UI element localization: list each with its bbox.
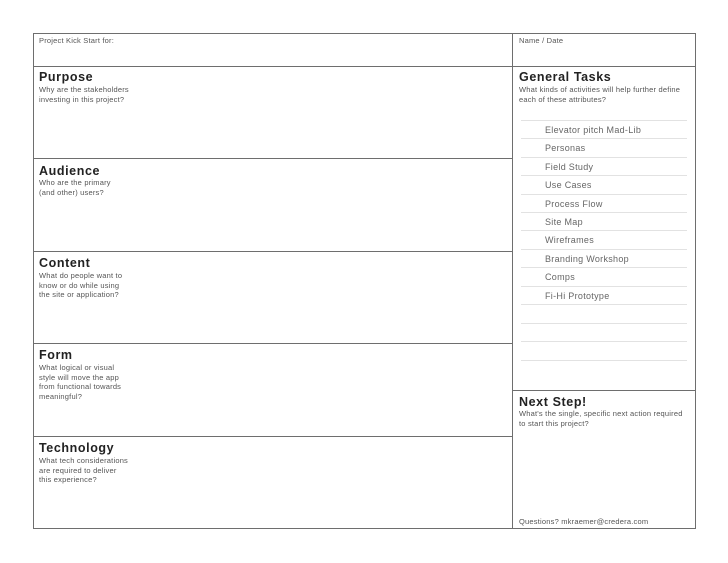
technology-prompt: What tech considerations are required to deliver this experience? bbox=[39, 456, 129, 484]
column-divider bbox=[512, 33, 513, 529]
task-rule bbox=[521, 360, 687, 361]
task-item-process-flow: Process Flow bbox=[545, 199, 603, 209]
task-item-use-cases: Use Cases bbox=[545, 180, 592, 190]
task-rule bbox=[521, 157, 687, 158]
task-rule bbox=[521, 304, 687, 305]
task-item-elevator-pitch: Elevator pitch Mad-Lib bbox=[545, 125, 642, 135]
next-step-prompt: What's the single, specific next action required to start this project? bbox=[519, 409, 683, 428]
task-item-fi-hi-prototype: Fi-Hi Prototype bbox=[545, 291, 610, 301]
content-prompt: What do people want to know or do while using the site or application? bbox=[39, 271, 123, 299]
task-item-branding-workshop: Branding Workshop bbox=[545, 254, 629, 264]
task-rule bbox=[521, 175, 687, 176]
questions-contact: Questions? mkraemer@credera.com bbox=[519, 517, 649, 526]
task-rule bbox=[521, 138, 687, 139]
task-rule bbox=[521, 249, 687, 250]
audience-heading: Audience bbox=[39, 164, 101, 178]
next-step-divider bbox=[512, 390, 696, 391]
purpose-prompt: Why are the stakeholders investing in this project? bbox=[39, 85, 129, 104]
project-kick-start-label: Project Kick Start for: bbox=[39, 36, 115, 45]
task-item-personas: Personas bbox=[545, 143, 586, 153]
task-rule bbox=[521, 120, 687, 121]
name-date-label: Name / Date bbox=[519, 36, 564, 45]
content-divider bbox=[33, 251, 512, 252]
form-prompt: What logical or visual style will move the app from functional towards meaningful? bbox=[39, 363, 122, 401]
audience-divider bbox=[33, 158, 512, 159]
technology-divider bbox=[33, 436, 512, 437]
general-tasks-heading: General Tasks bbox=[519, 70, 612, 84]
audience-prompt: Who are the primary (and other) users? bbox=[39, 178, 111, 197]
task-rule bbox=[521, 323, 687, 324]
purpose-heading: Purpose bbox=[39, 70, 94, 84]
task-item-wireframes: Wireframes bbox=[545, 235, 595, 245]
task-rule bbox=[521, 212, 687, 213]
task-rule bbox=[521, 267, 687, 268]
next-step-heading: Next Step! bbox=[519, 395, 587, 409]
task-rule bbox=[521, 230, 687, 231]
task-item-field-study: Field Study bbox=[545, 162, 594, 172]
technology-heading: Technology bbox=[39, 441, 115, 455]
task-item-site-map: Site Map bbox=[545, 217, 583, 227]
header-divider bbox=[33, 66, 696, 67]
form-heading: Form bbox=[39, 348, 73, 362]
task-rule bbox=[521, 341, 687, 342]
content-heading: Content bbox=[39, 256, 91, 270]
general-tasks-prompt: What kinds of activities will help further define each of these attributes? bbox=[519, 85, 681, 104]
task-rule bbox=[521, 194, 687, 195]
worksheet-frame bbox=[33, 33, 696, 529]
form-divider bbox=[33, 343, 512, 344]
task-rule bbox=[521, 286, 687, 287]
task-item-comps: Comps bbox=[545, 272, 576, 282]
